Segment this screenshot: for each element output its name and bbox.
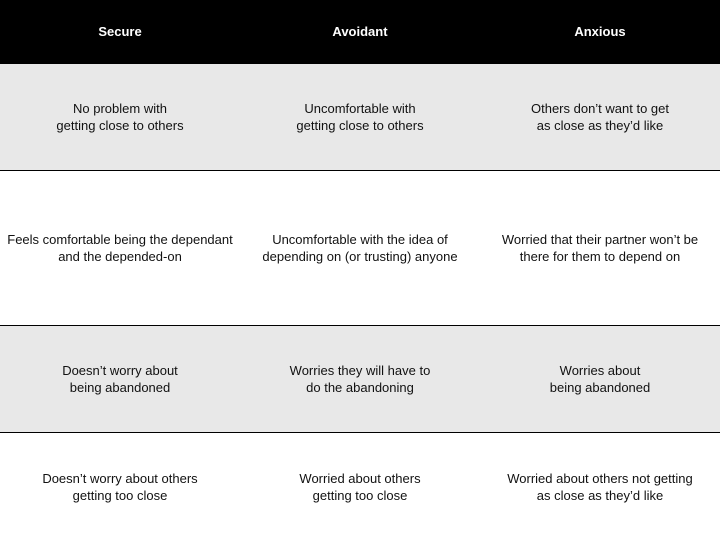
header-secure: Secure <box>98 24 142 39</box>
cell-avoidant: Worries they will have to do the abandoning <box>289 363 431 395</box>
cell-anxious: Others don’t want to get as close as they’d like <box>530 101 670 133</box>
cell-secure: Doesn’t worry about others getting too close <box>42 470 198 503</box>
cell-secure: Doesn’t worry about being abandoned <box>62 363 178 395</box>
cell-secure: No problem with getting close to others <box>56 101 184 133</box>
cell-anxious: Worried about others not getting as close as they’d like <box>507 470 693 503</box>
table-row <box>0 432 720 540</box>
header-avoidant: Avoidant <box>332 24 388 39</box>
header-anxious: Anxious <box>574 24 626 39</box>
cell-anxious: Worried that their partner won’t be there for them to depend on <box>501 232 699 264</box>
table-row <box>0 325 720 432</box>
cell-secure: Feels comfortable being the dependant and the depended-on <box>7 232 233 264</box>
table-row <box>0 170 720 325</box>
cell-avoidant: Worried about others getting too close <box>299 470 421 503</box>
cell-anxious: Worries about being abandoned <box>549 363 651 395</box>
table-header-row <box>0 0 720 63</box>
table-row <box>0 63 720 170</box>
cell-avoidant: Uncomfortable with getting close to others <box>296 101 424 133</box>
cell-avoidant: Uncomfortable with the idea of depending on (or trusting) anyone <box>262 232 458 264</box>
